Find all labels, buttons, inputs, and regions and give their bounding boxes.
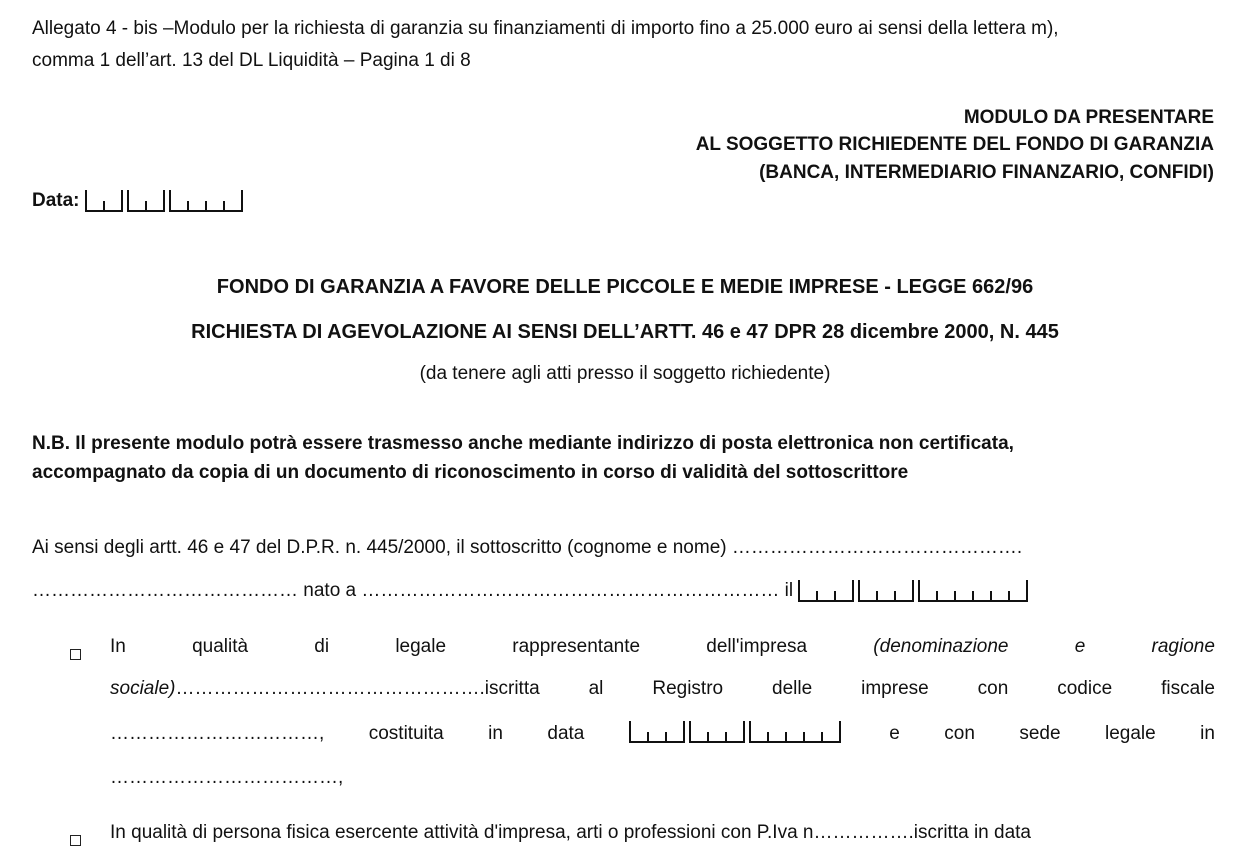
word: rappresentante xyxy=(512,636,641,657)
form-note: (da tenere agli atti presso il soggetto richiedente) xyxy=(419,363,831,384)
birthdate-label: il xyxy=(784,580,794,601)
recipient-line-3: (BANCA, INTERMEDIARIO FINANZARIO, CONFIDI) xyxy=(759,162,1214,183)
word: imprese xyxy=(861,678,929,699)
word: sede xyxy=(1019,723,1061,744)
word: (denominazione xyxy=(873,636,1009,657)
word: Registro xyxy=(652,678,724,699)
word: e xyxy=(889,723,900,744)
word: e xyxy=(1074,636,1086,657)
word: legale xyxy=(395,636,447,657)
word: qualità xyxy=(192,636,249,657)
birthplace-field[interactable]: ………………………………………………………… xyxy=(361,580,785,601)
word: fiscale xyxy=(1161,678,1215,699)
fiscal-code-field[interactable]: ……………………………, xyxy=(110,723,325,744)
word: data xyxy=(547,723,585,744)
option-2-text: In qualità di persona fisica esercente attività d'impresa, arti o professioni con P.Iva n…………….iscritta in data xyxy=(110,822,1031,843)
nb-line-1: N.B. Il presente modulo potrà essere trasmesso anche mediante indirizzo di posta elettronica non certificata, xyxy=(32,433,1014,454)
word: delle xyxy=(772,678,813,699)
form-subtitle: RICHIESTA DI AGEVOLAZIONE AI SENSI DELL’ARTT. 46 e 47 DPR 28 dicembre 2000, N. 445 xyxy=(191,321,1059,343)
recipient-line-1: MODULO DA PRESENTARE xyxy=(963,107,1214,128)
option-natural-person-checkbox[interactable] xyxy=(70,830,81,852)
word: in xyxy=(488,723,503,744)
word: iscritta xyxy=(484,678,540,699)
option-1-row-3 xyxy=(110,723,1215,745)
word: codice xyxy=(1057,678,1113,699)
word: ragione xyxy=(1151,636,1215,657)
option-1-row-2 xyxy=(110,678,1215,700)
form-main-title: FONDO DI GARANZIA A FAVORE DELLE PICCOLE E MEDIE IMPRESE - LEGGE 662/96 xyxy=(216,276,1034,298)
company-name-label: sociale) xyxy=(110,678,176,699)
registered-office-field[interactable]: ………………………………, xyxy=(110,767,344,788)
option-1-row-1 xyxy=(110,636,1215,658)
word: con xyxy=(944,723,975,744)
company-name-field[interactable]: …………………………………………. xyxy=(175,678,485,699)
date-boxes[interactable] xyxy=(85,192,247,212)
word: In xyxy=(110,636,126,657)
recipient-line-2: AL SOGGETTO RICHIEDENTE DEL FONDO DI GARANZIA xyxy=(695,134,1214,155)
document-header-line-1: Allegato 4 - bis –Modulo per la richiesta di garanzia su finanziamenti di importo fino a 25.000 euro ai sensi della lettera m), xyxy=(32,18,1059,39)
word: legale xyxy=(1104,723,1156,744)
birthdate-boxes[interactable] xyxy=(798,582,1032,602)
name-field-continued[interactable]: …………………………………… xyxy=(32,580,304,601)
incorporation-date-boxes[interactable] xyxy=(629,723,845,743)
word: al xyxy=(588,678,604,699)
word: dell'impresa xyxy=(706,636,808,657)
date-row xyxy=(32,190,247,212)
declaration-line-1 xyxy=(32,537,1022,559)
option-legal-representative-checkbox[interactable] xyxy=(70,644,81,666)
word: in xyxy=(1200,723,1215,744)
word: di xyxy=(314,636,330,657)
birthplace-label: nato a xyxy=(303,580,362,601)
word: con xyxy=(977,678,1009,699)
word: costituita xyxy=(368,723,444,744)
document-header-line-2: comma 1 dell’art. 13 del DL Liquidità – Pagina 1 di 8 xyxy=(32,50,471,71)
nb-line-2: accompagnato da copia di un documento di riconoscimento in corso di validità del sottoscrittore xyxy=(32,462,909,483)
name-field[interactable]: ………………………………………. xyxy=(731,537,1023,558)
checkbox-icon xyxy=(70,649,81,660)
declaration-line-2 xyxy=(32,580,1032,602)
checkbox-icon xyxy=(70,835,81,846)
declaration-intro: Ai sensi degli artt. 46 e 47 del D.P.R. n. 445/2000, il sottoscritto (cognome e nome) xyxy=(32,537,732,558)
date-label: Data: xyxy=(32,190,80,211)
